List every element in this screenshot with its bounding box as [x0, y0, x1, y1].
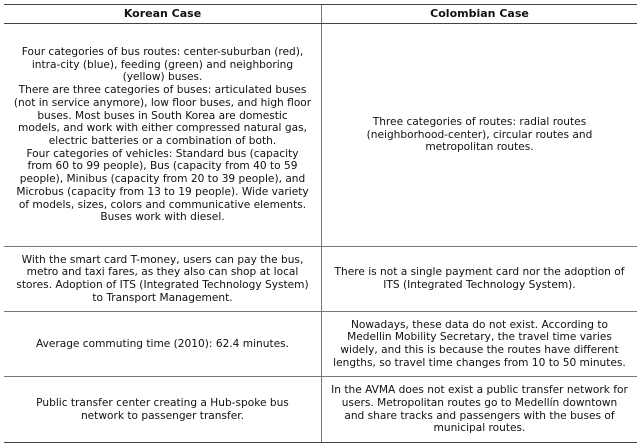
colombian-cell [322, 247, 637, 311]
table-header-row [4, 5, 637, 24]
korean-text: Average commuting time (2010): 62.4 minutes. [35, 337, 290, 350]
table-row [4, 311, 637, 376]
header-korean-label: Korean Case [123, 6, 202, 20]
comparison-table [4, 4, 637, 443]
korean-text: With the smart card T-money, users can pay the bus, metro and taxi fares, as they also can shop at local stores. Adoption of ITS (Integrated Technology System) to Transport Management. [16, 253, 309, 304]
korean-cell [4, 247, 322, 311]
table-row [4, 376, 637, 442]
korean-cell [4, 377, 322, 442]
korean-text: Public transfer center creating a Hub-spoke bus network to passenger transfer. [36, 396, 289, 422]
header-korean-case [4, 5, 322, 23]
header-colombian-label: Colombian Case [430, 6, 529, 20]
table-row [4, 246, 637, 311]
colombian-text: There is not a single payment card nor the adoption of ITS (Integrated Technology System). [334, 266, 625, 291]
korean-text: Four categories of bus routes: center-suburban (red), intra-city (blue), feeding (green) and neighboring (yellow) buses. There are three categories of buses: articulated buses (not in service anymore), low floor buses, and high floor buses. Most buses in South Korea are domestic models, and work with either compressed natural gas, electric batteries or a combination of both. Four categories of vehicles: Standard bus (capacity from 60 to 99 people), Bus (capacity from 40 to 59 people), Minibus (capacity from 20 to 39 people), and Microbus (capacity from 13 to 19 people). Wide variety of models, sizes, colors and communicative elements. Buses work with diesel. [13, 46, 312, 224]
colombian-cell [322, 24, 637, 246]
colombian-cell [322, 377, 637, 442]
colombian-text: Three categories of routes: radial routes (neighborhood-center), circular routes and metropolitan routes. [366, 115, 593, 154]
table-row [4, 24, 637, 246]
korean-cell [4, 312, 322, 376]
colombian-text: In the AVMA does not exist a public transfer network for users. Metropolitan routes go to Medellín downtown and share tracks and passengers with the buses of municipal routes. [331, 384, 628, 435]
colombian-text: Nowadays, these data do not exist. According to Medellin Mobility Secretary, the travel time varies widely, and this is because the routes have different lengths, so travel time changes from 10 to 50 minutes. [333, 318, 626, 369]
colombian-cell [322, 312, 637, 376]
korean-cell [4, 24, 322, 246]
header-colombian-case [322, 5, 637, 23]
